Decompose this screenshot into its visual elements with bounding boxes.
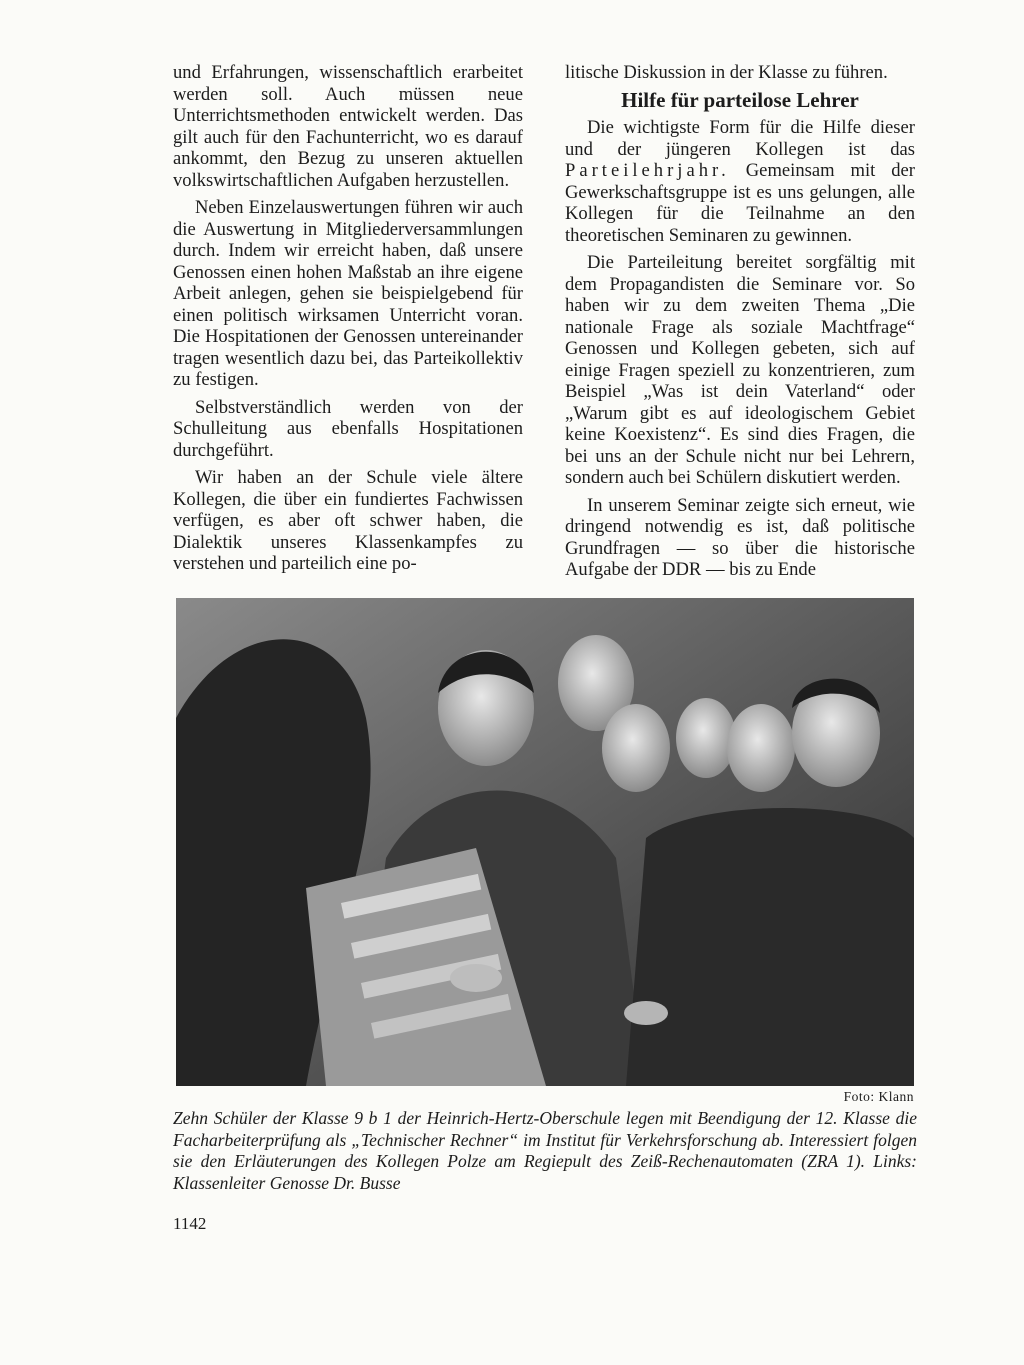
- right-paragraph-3: In unserem Seminar zeigte sich erneut, wie dringend notwendig es ist, daß politische Grundfragen — so über die historische Aufgabe der DDR — bis zu Ende: [565, 494, 915, 580]
- para1-spaced-term: Parteilehrjahr.: [565, 160, 730, 181]
- left-paragraph-1: und Erfahrungen, wissenschaftlich erarbeitet werden soll. Auch müssen neue Unterrichtsmethoden entwickelt werden. Das gilt auch für den Fachunterricht, wo es darauf ankommt, den Bezug zu unseren aktuellen volkswirtschaftlichen Aufgaben herzustellen.: [173, 62, 523, 191]
- para1-after: Gemeinsam mit der Gewerkschaftsgruppe ist es uns gelungen, alle Kollegen für die Teilnahme an den theoretischen Seminaren zu gewinnen.: [565, 160, 915, 246]
- photo-illustration: [176, 598, 914, 1086]
- left-paragraph-4: Wir haben an der Schule viele ältere Kollegen, die über ein fundiertes Fachwissen verfügen, es aber oft schwer haben, die Dialektik unseres Klassenkampfes zu verstehen und parteilich eine po-: [173, 467, 523, 574]
- page-number: 1142: [173, 1214, 207, 1233]
- para1-before: Die wichtigste Form für die Hilfe dieser und der jüngeren Kollegen ist das: [565, 117, 915, 160]
- right-column: [565, 62, 915, 587]
- section-heading: Hilfe für parteilose Lehrer: [621, 87, 859, 112]
- student-head: [727, 704, 795, 792]
- hand: [450, 964, 502, 992]
- student-head: [602, 704, 670, 792]
- left-paragraph-3: Selbstverständlich werden von der Schulleitung aus ebenfalls Hospitationen durchgeführt.: [173, 396, 523, 461]
- left-paragraph-2: Neben Einzelauswertungen führen wir auch die Auswertung in Mitgliederversammlungen durch. Indem wir erreicht haben, daß unsere Genossen einen hohen Maßstab an ihre eigene Arbeit anlegen, gehen sie beispielgebend für einen politisch wirksamen Unterricht voran. Die Hospitationen der Genossen untereinander tragen wesentlich dazu bei, das Parteikollektiv zu festigen.: [173, 197, 523, 390]
- photo: [176, 598, 914, 1086]
- right-paragraph-2: Die Parteileitung bereitet sorgfältig mit dem Propagandisten die Seminare vor. So haben wir zu dem zweiten Thema „Die nationale Frage als soziale Machtfrage“ Genossen und Kollegen gebeten, sich auf einige Fragen speziell zu konzentrieren, zum Beispiel „Was ist dein Vaterland“ oder „Warum gibt es auf ideologischem Gebiet keine Koexistenz“. Es sind dies Fragen, die bei uns an der Schule nicht nur bei Lehrern, sondern auch bei Schülern diskutiert werden.: [565, 252, 915, 488]
- hand: [624, 1001, 668, 1025]
- student-body: [626, 808, 914, 1086]
- left-column: [173, 62, 523, 581]
- photo-caption: Zehn Schüler der Klasse 9 b 1 der Heinrich-Hertz-Oberschule legen mit Beendigung der 12. Klasse die Facharbeiterprüfung als „Technischer Rechner“ im Institut für Verkehrsforschung ab. Interessiert folgen sie den Erläuterungen des Kollegen Polze am Regiepult des Zeiß-Rechenautomaten (ZRA 1). Links: Klassenleiter Genosse Dr. Busse: [173, 1108, 917, 1193]
- right-paragraph-1: [565, 117, 915, 246]
- student-head: [676, 698, 736, 778]
- right-continuation: litische Diskussion in der Klasse zu führen.: [565, 62, 888, 83]
- photo-credit: Foto: Klann: [843, 1089, 914, 1104]
